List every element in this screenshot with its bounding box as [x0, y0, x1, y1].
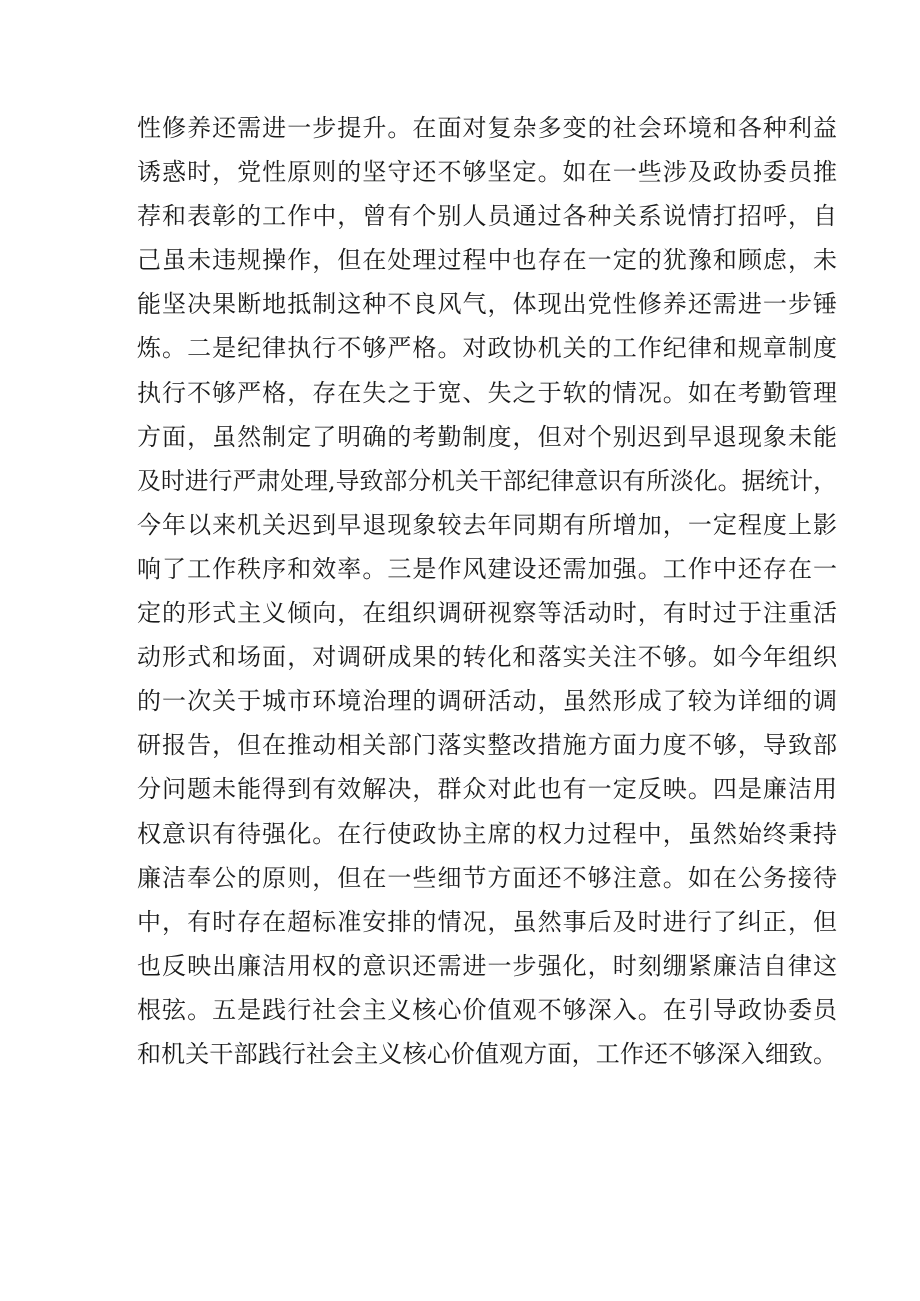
text-line-21: 根弦。五是践行社会主义核心价值观不够深入。在引导政协委员 [137, 995, 837, 1024]
text-line-12: 定的形式主义倾向，在组织调研视察等活动时，有时过于注重活 [137, 599, 837, 628]
text-line-17: 权意识有待强化。在行使政协主席的权力过程中，虽然始终秉持 [137, 819, 837, 848]
text-line-19: 中，有时存在超标准安排的情况，虽然事后及时进行了纠正，但 [137, 907, 837, 936]
text-line-9: 及时进行严肃处理,导致部分机关干部纪律意识有所淡化。据统计， [137, 466, 837, 495]
text-line-2: 诱惑时，党性原则的坚守还不够坚定。如在一些涉及政协委员推 [137, 158, 837, 187]
text-line-16: 分问题未能得到有效解决，群众对此也有一定反映。四是廉洁用 [137, 775, 837, 804]
text-line-11: 响了工作秩序和效率。三是作风建设还需加强。工作中还存在一 [137, 554, 837, 583]
text-line-3: 荐和表彰的工作中，曾有个别人员通过各种关系说情打招呼，自 [137, 202, 837, 231]
text-line-4: 己虽未违规操作，但在处理过程中也存在一定的犹豫和顾虑，未 [137, 246, 837, 275]
text-line-15: 研报告，但在推动相关部门落实整改措施方面力度不够，导致部 [137, 731, 837, 760]
text-line-20: 也反映出廉洁用权的意识还需进一步强化，时刻绷紧廉洁自律这 [137, 951, 837, 980]
text-line-7: 执行不够严格，存在失之于宽、失之于软的情况。如在考勤管理 [137, 378, 837, 407]
text-line-14: 的一次关于城市环境治理的调研活动，虽然形成了较为详细的调 [137, 687, 837, 716]
text-line-6: 炼。二是纪律执行不够严格。对政协机关的工作纪律和规章制度 [137, 334, 837, 363]
text-line-22: 和机关干部践行社会主义核心价值观方面，工作还不够深入细致。 [137, 1039, 837, 1068]
text-line-10: 今年以来机关迟到早退现象较去年同期有所增加，一定程度上影 [137, 510, 837, 539]
body-text [137, 106, 837, 1076]
text-line-13: 动形式和场面，对调研成果的转化和落实关注不够。如今年组织 [137, 643, 837, 672]
text-line-5: 能坚决果断地抵制这种不良风气，体现出党性修养还需进一步锤 [137, 290, 837, 319]
text-line-1: 性修养还需进一步提升。在面对复杂多变的社会环境和各种利益 [137, 114, 837, 142]
text-line-8: 方面，虽然制定了明确的考勤制度，但对个别迟到早退现象未能 [137, 422, 837, 451]
text-line-18: 廉洁奉公的原则，但在一些细节方面还不够注意。如在公务接待 [137, 863, 837, 892]
